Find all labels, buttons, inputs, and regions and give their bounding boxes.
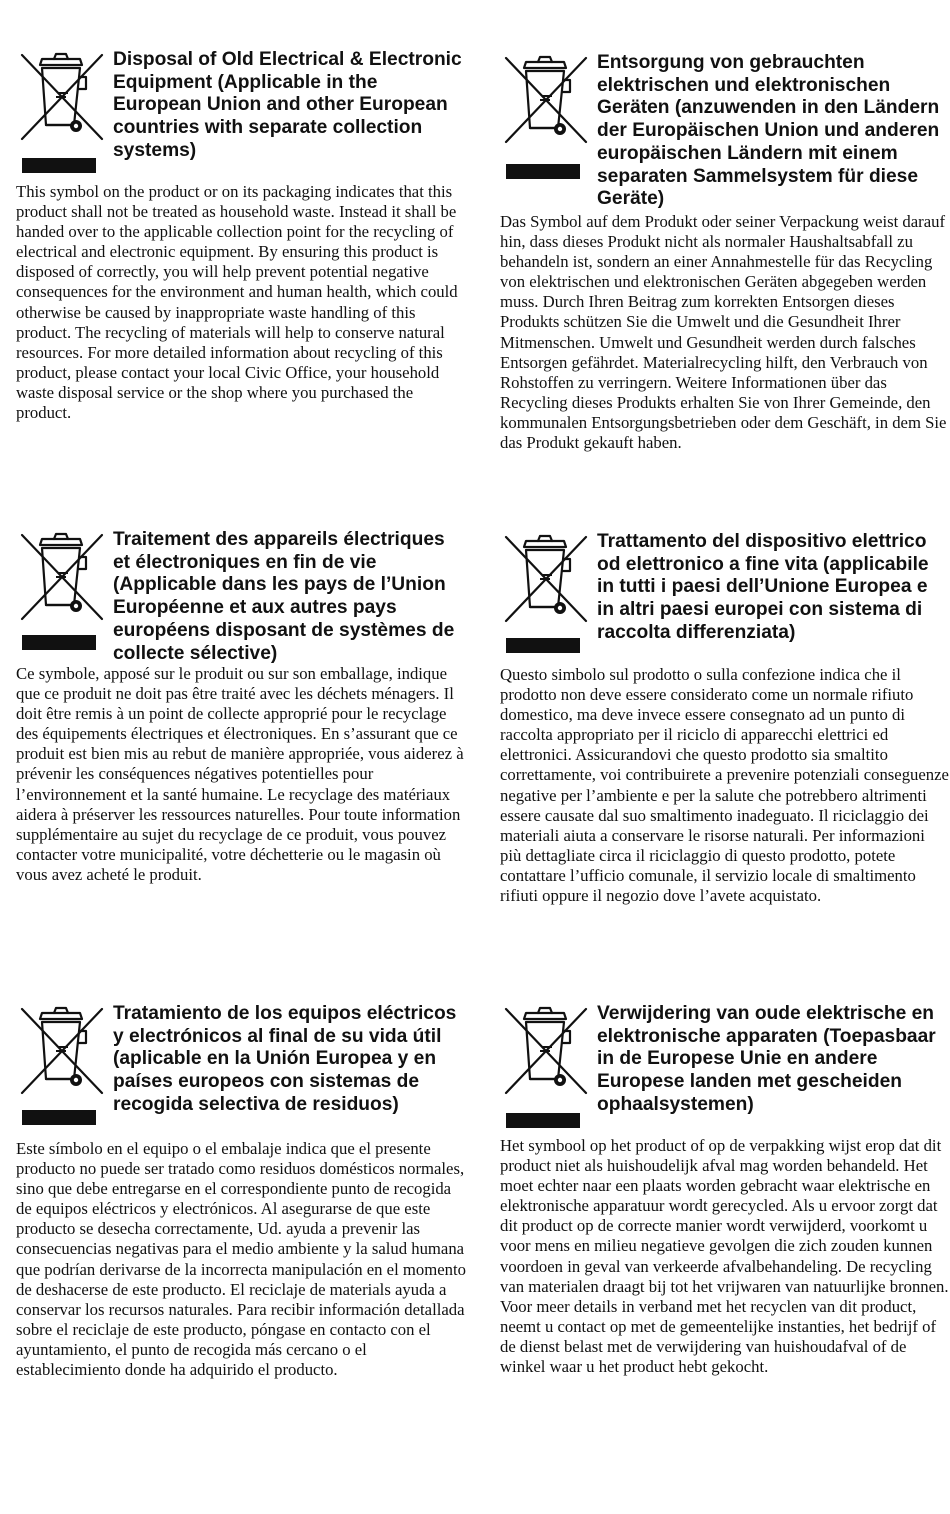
notice-header [500, 1003, 950, 1153]
notice-title: Traitement des appareils électriques et électroniques en fin de vie (Applicable dans les pays de l’Union Européenne et aux autres pays européens disposant de systèmes de collecte sélective) [113, 529, 455, 664]
notice-header [500, 531, 950, 681]
notice-header [16, 49, 466, 199]
black-bar-mark [22, 635, 96, 650]
weee-notice-de [500, 52, 950, 453]
crossed-out-wheeled-bin-icon [500, 52, 590, 150]
crossed-out-wheeled-bin-icon [16, 529, 106, 627]
black-bar-mark [506, 638, 580, 653]
notice-title: Trattamento del dispositivo elettrico od elettronico a fine vita (applicabile in tutti i paesi dell’Unione Europea e in altri paesi europei con sistema di raccolta differenziata) [597, 531, 929, 643]
notice-body: Questo simbolo sul prodotto o sulla confezione indica che il prodotto non deve essere considerato come un normale rifiuto domestico, ma deve invece essere consegnato ad un punto di raccolta appropriato per il riciclo di apparecchi elettrici ed elettronici. Assicurandovi che questo prodotto sia smaltito correttamente, voi contribuirete a prevenire potenziali conseguenze negative per l’ambiente e per la salute che potrebbero altrimenti essere causate dal suo smaltimento inadeguato. Il riciclaggio dei materiali aiuta a conservare le risorse naturali. Per informazioni più dettagliate circa il riciclaggio di questo prodotto, potete contattare l’ufficio comunale, il servizio locale di smaltimento rifiuti oppure il negozio dove l’avete acquistato. [500, 665, 949, 906]
notice-title: Verwijdering van oude elektrische en elektronische apparaten (Toepasbaar in de Europese Unie en andere Europese landen met gescheiden ophaalsystemen) [597, 1003, 936, 1115]
notice-header [16, 1003, 466, 1153]
notice-body: Het symbool op het product of op de verpakking wijst erop dat dit product niet als huishoudelijk afval mag worden behandeld. Het moet echter naar een plaats worden gebracht waar elektrische en elektronische apparatuur wordt gerecycled. Als u ervoor zorgt dat dit product op de correcte manier wordt verwijderd, voorkomt u voor mens en milieu negatieve gevolgen die zich zouden kunnen voordoen in geval van verkeerde afvalbehandeling. De recycling van materialen draagt bij tot het vrijwaren van natuurlijke bronnen. Voor meer details in verband met het recyclen van dit product, neemt u contact op met de gemeentelijke instanties, het bedrijf of de dienst belast met de verwijdering van huishoudafval of de winkel waar u het product hebt gekocht. [500, 1136, 949, 1377]
weee-notice-it [500, 531, 950, 906]
black-bar-mark [22, 1110, 96, 1125]
weee-notice-es [16, 1003, 466, 1380]
notice-title: Tratamiento de los equipos eléctricos y electrónicos al final de su vida útil (aplicable en la Unión Europea y en países europeos con sistemas de recogida selectiva de residuos) [113, 1003, 457, 1115]
notice-body: Das Symbol auf dem Produkt oder seiner Verpackung weist darauf hin, dass dieses Produkt nicht als normaler Haushaltsabfall zu behandeln ist, sondern an einer Annahmestelle für das Recycling von elektrischen und elektronischen Geräten abgegeben werden muss. Durch Ihren Beitrag zum korrekten Entsorgen dieses Produkts schützen Sie die Umwelt und die Gesundheit Ihrer Mitmenschen. Umwelt und Gesundheit werden durch falsches Entsorgen gefährdet. Materialrecycling hilft, den Verbrauch von Rohstoffen zu verringern. Weitere Informationen über das Recycling dieses Produkts erhalten Sie von Ihrer Gemeinde, den kommunalen Entsorgungsbetrieben oder dem Geschäft, in dem Sie das Produkt gekauft haben. [500, 212, 947, 453]
notice-body: Este símbolo en el equipo o el embalaje indica que el presente producto no puede ser tratado como residuos domésticos normales, sino que debe entregarse en el correspondiente punto de recogida de equipos eléctricos y electrónicos. Al asegurarse de que este producto se desecha correctamente, Ud. ayuda a prevenir las consecuencias negativas para el medio ambiente y la salud humana que podrían derivarse de la incorrecta manipulación en el momento de deshacerse de este producto. El reciclaje de materials ayuda a conservar los recursos naturales. Para recibir información detallada sobre el reciclaje de este producto, póngase en contacto con el ayuntamiento, el punto de recogida más cercano o el establecimiento donde ha adquirido el producto. [16, 1139, 466, 1380]
notice-header [500, 52, 950, 210]
notice-title: Entsorgung von gebrauchten elektrischen und elektronischen Geräten (anzuwenden in den Ländern der Europäischen Union und anderen europäischen Ländern mit einem separaten Sammelsystem für diese Geräte) [597, 52, 940, 210]
notice-body: Ce symbole, apposé sur le produit ou sur son emballage, indique que ce produit ne doit pas être traité avec les déchets ménagers. Il doit être remis à un point de collecte approprié pour le recyclage des équipements électriques et électroniques. En s’assurant que ce produit est bien mis au rebut de manière appropriée, vous aiderez à prévenir les conséquences négatives potentielles pour l’environnement et la santé humaine. Le recyclage des matériaux aidera à préserver les ressources naturelles. Pour toute information supplémentaire au sujet du recyclage de ce produit, vous pouvez contacter votre municipalité, votre déchetterie ou le magasin où vous avez acheté le produit. [16, 664, 464, 884]
weee-notice-fr [16, 529, 466, 884]
notice-title: Disposal of Old Electrical & Electronic Equipment (Applicable in the European Union and other European countries with separate collection systems) [113, 49, 462, 161]
weee-notice-nl [500, 1003, 950, 1377]
crossed-out-wheeled-bin-icon [500, 531, 590, 629]
crossed-out-wheeled-bin-icon [16, 49, 106, 147]
crossed-out-wheeled-bin-icon [500, 1003, 590, 1101]
black-bar-mark [506, 1113, 580, 1128]
notice-body: This symbol on the product or on its packaging indicates that this product shall not be treated as household waste. Instead it shall be handed over to the applicable collection point for the recycling of electrical and electronic equipment. By ensuring this product is disposed of correctly, you will help prevent potential negative consequences for the environment and human health, which could otherwise be caused by inappropriate waste handling of this product. The recycling of materials will help to conserve natural resources. For more detailed information about recycling of this product, please contact your local Civic Office, your household waste disposal service or the shop where you purchased the product. [16, 182, 458, 423]
notice-header [16, 529, 466, 679]
weee-notice-en [16, 49, 466, 423]
crossed-out-wheeled-bin-icon [16, 1003, 106, 1101]
black-bar-mark [22, 158, 96, 173]
black-bar-mark [506, 164, 580, 179]
